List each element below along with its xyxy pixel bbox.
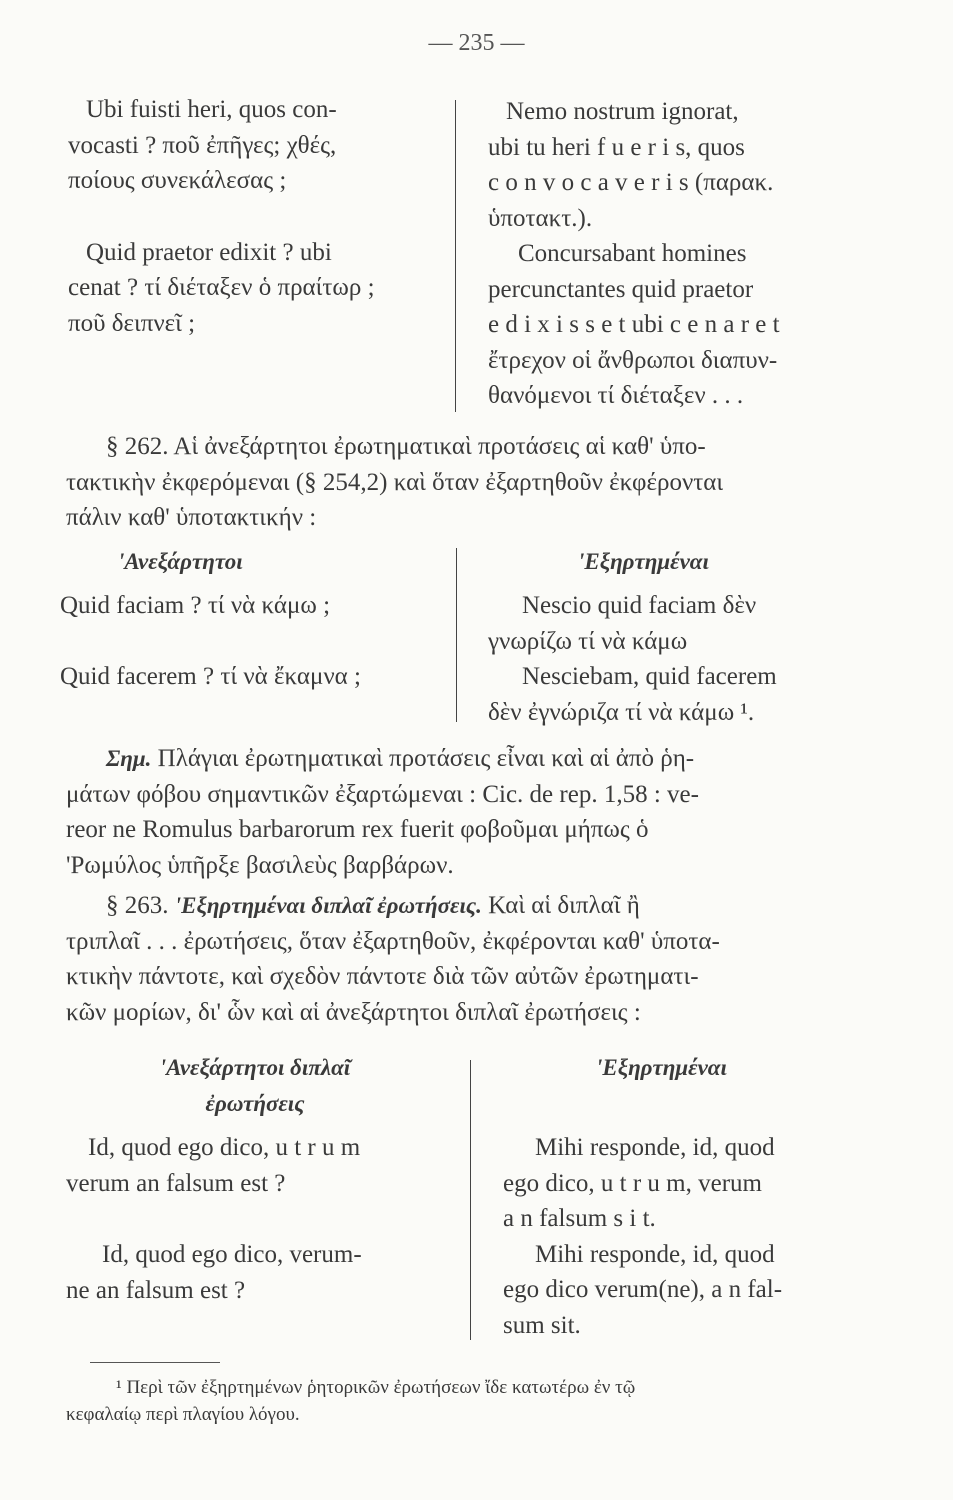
text-line: πάλιν καθ' ὑποτακτικήν : bbox=[66, 504, 317, 531]
text-line: Nescio quid faciam δὲν bbox=[522, 592, 757, 619]
table2-right-column bbox=[503, 1130, 782, 1343]
table2-left-column bbox=[66, 1130, 362, 1308]
column-divider bbox=[455, 100, 456, 412]
text-line: Nemo nostrum ignorat, bbox=[506, 98, 739, 125]
column-divider bbox=[456, 548, 457, 722]
section-number: § 263. bbox=[106, 892, 169, 919]
text-line: ὑποτακτ.). bbox=[488, 204, 593, 232]
text-line: a n falsum s i t. bbox=[503, 1205, 656, 1232]
text-line: ποῦ δειπνεῖ ; bbox=[68, 309, 196, 337]
table1-left-heading: 'Ανεξάρτητοι bbox=[118, 549, 243, 574]
text-line: ego dico, u t r u m, verum bbox=[503, 1169, 762, 1197]
table1-right-heading: 'Εξηρτημέναι bbox=[578, 549, 709, 574]
text-line: Ubi fuisti heri, quos con- bbox=[86, 96, 337, 123]
text-line: ubi tu heri f u e r i s, quos bbox=[488, 133, 745, 161]
text-line: Id, quod ego dico, u t r u m bbox=[88, 1134, 361, 1161]
text-line: κῶν μορίων, δι' ὧν καὶ αἱ ἀνεξάρτητοι διπλαῖ ἐρωτήσεις : bbox=[66, 998, 641, 1026]
text-line: Καὶ αἱ διπλαῖ ἢ bbox=[488, 892, 640, 919]
table1-left-column bbox=[60, 588, 361, 694]
text-line: § 262. Αἱ ἀνεξάρτητοι ἐρωτηματικαὶ προτάσεις αἱ καθ' ὑπο- bbox=[106, 433, 706, 460]
text-line: Quid praetor edixit ? ubi bbox=[86, 238, 332, 266]
text-line: γνωρίζω τί νὰ κάμω bbox=[488, 627, 688, 655]
text-line: ἔτρεχον οἱ ἄνθρωποι διαπυν- bbox=[488, 346, 778, 374]
text-line: percunctantes quid praetor bbox=[488, 275, 754, 303]
table2-right-heading: 'Εξηρτημέναι bbox=[596, 1055, 727, 1080]
text-line: Quid faciam ? τί νὰ κάμω ; bbox=[60, 592, 331, 619]
text-line: Mihi responde, id, quod bbox=[535, 1240, 775, 1268]
table2-left-heading bbox=[70, 1050, 440, 1121]
heading-line: ἐρωτήσεις bbox=[205, 1090, 305, 1116]
text-line: ποίους συνεκάλεσας ; bbox=[68, 167, 287, 194]
text-line: κεφαλαίῳ περὶ πλαγίου λόγου. bbox=[66, 1404, 300, 1425]
text-line: Mihi responde, id, quod bbox=[535, 1134, 775, 1161]
text-line: δὲν ἐγνώριζα τί νὰ κάμω ¹. bbox=[488, 698, 755, 726]
section-263 bbox=[66, 888, 866, 1030]
text-line: e d i x i s s e t ubi c e n a r e t bbox=[488, 311, 780, 338]
text-line: Concursabant homines bbox=[518, 240, 747, 267]
text-line: c o n v o c a v e r i s (παρακ. bbox=[488, 169, 774, 196]
text-line: κτικὴν πάντοτε, καὶ σχεδὸν πάντοτε διὰ τῶν αὐτῶν ἐρωτηματι- bbox=[66, 963, 699, 990]
column-divider bbox=[470, 1060, 471, 1340]
text-line: θανόμενοι τί διέταξεν . . . bbox=[488, 382, 744, 409]
text-line: 'Ρωμύλος ὑπῆρξε βασιλεὺς βαρβάρων. bbox=[66, 851, 454, 879]
text-line: ne an falsum est ? bbox=[66, 1276, 246, 1304]
text-line: reor ne Romulus barbarorum rex fuerit φοβοῦμαι μήπως ὁ bbox=[66, 816, 649, 843]
text-line: τακτικὴν ἐκφερόμεναι (§ 254,2) καὶ ὅταν ἐξαρτηθοῦν ἐκφέρονται bbox=[66, 468, 724, 496]
heading-line: 'Ανεξάρτητοι διπλαῖ bbox=[159, 1055, 351, 1080]
note bbox=[66, 741, 866, 883]
text-line: Πλάγιαι ἐρωτηματικαὶ προτάσεις εἶναι καὶ αἱ ἀπὸ ῥη- bbox=[157, 745, 695, 772]
text-line: Quid facerem ? τί νὰ ἔκαμνα ; bbox=[60, 662, 361, 690]
text-line: μάτων φόβου σημαντικῶν ἐξαρτώμεναι : Cic. de rep. 1,58 : ve- bbox=[66, 780, 699, 808]
footnote-rule bbox=[90, 1362, 220, 1363]
text-line: τριπλαῖ . . . ἐρωτήσεις, ὅταν ἐξαρτηθοῦν, ἐκφέρονται καθ' ὑποτα- bbox=[66, 927, 720, 955]
page-number: — 235 — bbox=[428, 30, 525, 56]
text-line: verum an falsum est ? bbox=[66, 1169, 286, 1197]
text-line: Id, quod ego dico, verum- bbox=[102, 1241, 362, 1268]
text-line: cenat ? τί διέταξεν ὁ πραίτωρ ; bbox=[68, 274, 375, 301]
text-line: ego dico verum(ne), a n fal- bbox=[503, 1276, 783, 1303]
block1-right-column bbox=[488, 94, 780, 414]
footnote bbox=[66, 1374, 635, 1428]
text-line: ¹ Περὶ τῶν ἐξηρτημένων ῥητορικῶν ἐρωτήσεων ἴδε κατωτέρω ἐν τῷ bbox=[116, 1377, 636, 1398]
block1-left-column bbox=[68, 92, 375, 341]
section-262 bbox=[66, 429, 866, 536]
text-line: vocasti ? ποῦ ἐπῆγες; χθές, bbox=[68, 131, 337, 159]
table1-right-column bbox=[488, 588, 777, 730]
section-title: 'Εξηρτημέναι διπλαῖ ἐρωτήσεις. bbox=[174, 893, 482, 918]
text-line: Nesciebam, quid facerem bbox=[522, 663, 777, 690]
text-line: sum sit. bbox=[503, 1311, 581, 1339]
note-label: Σημ. bbox=[106, 746, 152, 771]
